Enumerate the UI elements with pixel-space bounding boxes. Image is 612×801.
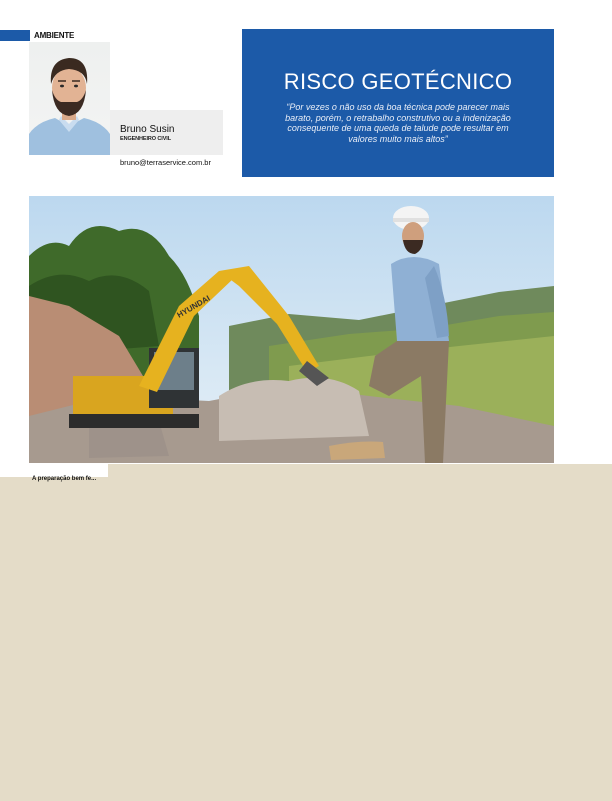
article-photo [29, 196, 554, 463]
photo-caption: A preparação bem fe... [32, 476, 97, 482]
lower-background [0, 464, 612, 801]
author-role: ENGENHEIRO CIVIL [120, 136, 171, 142]
excavator-brand: HYUNDAI [175, 293, 212, 320]
author-portrait [29, 42, 110, 155]
title-box [242, 29, 554, 177]
article-title: RISCO GEOTÉCNICO [283, 69, 513, 94]
section-label: AMBIENTE [34, 31, 75, 40]
article-pull-quote: “Por vezes o não uso da boa técnica pode parecer mais barato, porém, o retrabalho construtivo ou a indenização consequente de uma queda de talude pode resultar em valores muito mais altos” [285, 102, 511, 144]
author-email[interactable]: bruno@terraservice.com.br [120, 158, 211, 167]
section-color-bar [0, 30, 30, 41]
author-name: Bruno Susin [120, 124, 175, 135]
